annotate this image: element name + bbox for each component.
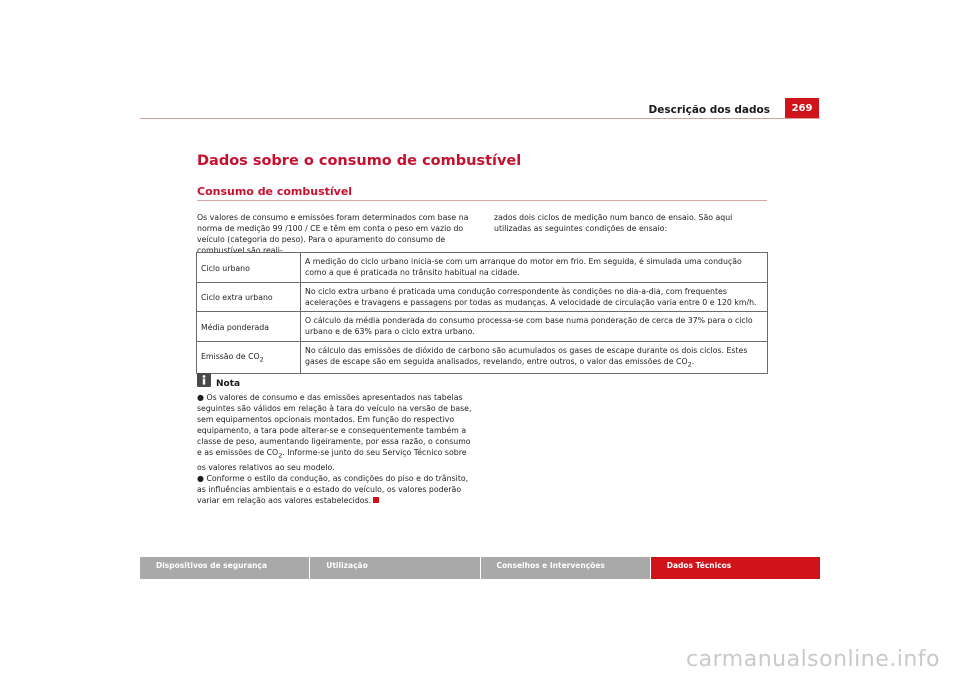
note-bullet-item — [197, 392, 472, 473]
table-row-description — [301, 342, 768, 374]
table-row — [197, 253, 768, 283]
section-subtitle: Consumo de combustível — [197, 185, 353, 198]
note-title: Nota — [216, 379, 241, 389]
note-bullet-text-suffix: . Informe-se junto do seu Serviço Técnico sobre os valores relativos ao seu modelo. — [197, 448, 467, 472]
co2-description-suffix: . — [691, 357, 695, 366]
running-header-title: Descrição dos dados — [648, 104, 770, 116]
co2-subscript: 2 — [687, 360, 692, 369]
note-bullet-text: Os valores de consumo e das emissões apresentados nas tabelas seguintes são válidos em relação à tara do veículo na versão de base, sem equipamentos opcionais montados. Em função do respectivo equipamento, a tara pode alterar-se e consequentemente também a classe de peso, aumentando ligeiramente, por essa razão, o consumo e as emissões de CO — [197, 393, 472, 457]
co2-label-text: Emissão de CO — [201, 351, 260, 361]
footer-tab-dispositivos-seguranca[interactable]: Dispositivos de segurança — [140, 557, 310, 579]
intro-paragraph-right: zados dois ciclos de medição num banco de ensaio. São aqui utilizadas as seguintes condições de ensaio: — [494, 213, 733, 233]
intro-paragraph-left: Os valores de consumo e emissões foram determinados com base na norma de medição 99 /100 / CE e têm em conta o peso em vazio do veículo (categoria do peso). Para o apuramento do consumo de combustível são reali- — [197, 213, 469, 255]
note-info-icon — [197, 373, 211, 387]
watermark-text: carmanualsonline.info — [686, 647, 940, 672]
bullet-icon: ● — [197, 393, 204, 402]
table-row-label: Ciclo urbano — [197, 253, 301, 283]
table-row — [197, 312, 768, 342]
header-divider — [140, 118, 820, 119]
table-row — [197, 342, 768, 374]
table-row-label — [197, 342, 301, 374]
page-title: Dados sobre o consumo de combustível — [197, 153, 522, 169]
table-row-description: O cálculo da média ponderada do consumo processa-se com base numa ponderação de cerca de 37% para o ciclo urbano e de 63% para o ciclo extra urbano. — [301, 312, 768, 342]
table-row-label: Ciclo extra urbano — [197, 283, 301, 312]
co2-subscript: 2 — [278, 451, 283, 460]
footer-tab-conselhos-intervencoes[interactable]: Conselhos e Intervenções — [481, 557, 651, 579]
note-bullet-text: Conforme o estilo da condução, as condições do piso e do trânsito, as influências ambientais e o estado do veículo, os valores poderão variar em relação aos valores estabelecidos. — [197, 473, 469, 505]
co2-description-text: No cálculo das emissões de dióxido de carbono são acumulados os gases de escape durante os dois ciclos. Estes gases de escape são em seguida analisados, revelando, entre outros, o valor das emissões de CO — [305, 346, 748, 366]
table-row — [197, 283, 768, 312]
bullet-icon: ● — [197, 473, 204, 483]
footer-tab-dados-tecnicos[interactable]: Dados Técnicos — [651, 557, 820, 579]
co2-subscript: 2 — [259, 355, 264, 364]
subtitle-divider — [197, 200, 767, 201]
test-conditions-table — [196, 252, 768, 374]
table-row-description: A medição do ciclo urbano inicia-se com um arranque do motor em frio. Em seguida, é simulada uma condução como a que é praticada no trânsito habitual na cidade. — [301, 253, 768, 283]
footer-navigation — [140, 557, 820, 579]
note-body — [197, 392, 472, 506]
footer-tab-utilizacao[interactable]: Utilização — [310, 557, 480, 579]
note-bullet-item — [197, 473, 472, 506]
table-row-description: No ciclo extra urbano é praticada uma condução correspondente às condições no dia-a-dia, com frequentes acelerações e travagens e passagens por todas as mudanças. A velocidade de circulação varia entre 0 e 120 km/h. — [301, 283, 768, 312]
end-of-section-icon — [373, 497, 379, 503]
page-number-badge: 269 — [785, 98, 819, 118]
table-row-label: Média ponderada — [197, 312, 301, 342]
